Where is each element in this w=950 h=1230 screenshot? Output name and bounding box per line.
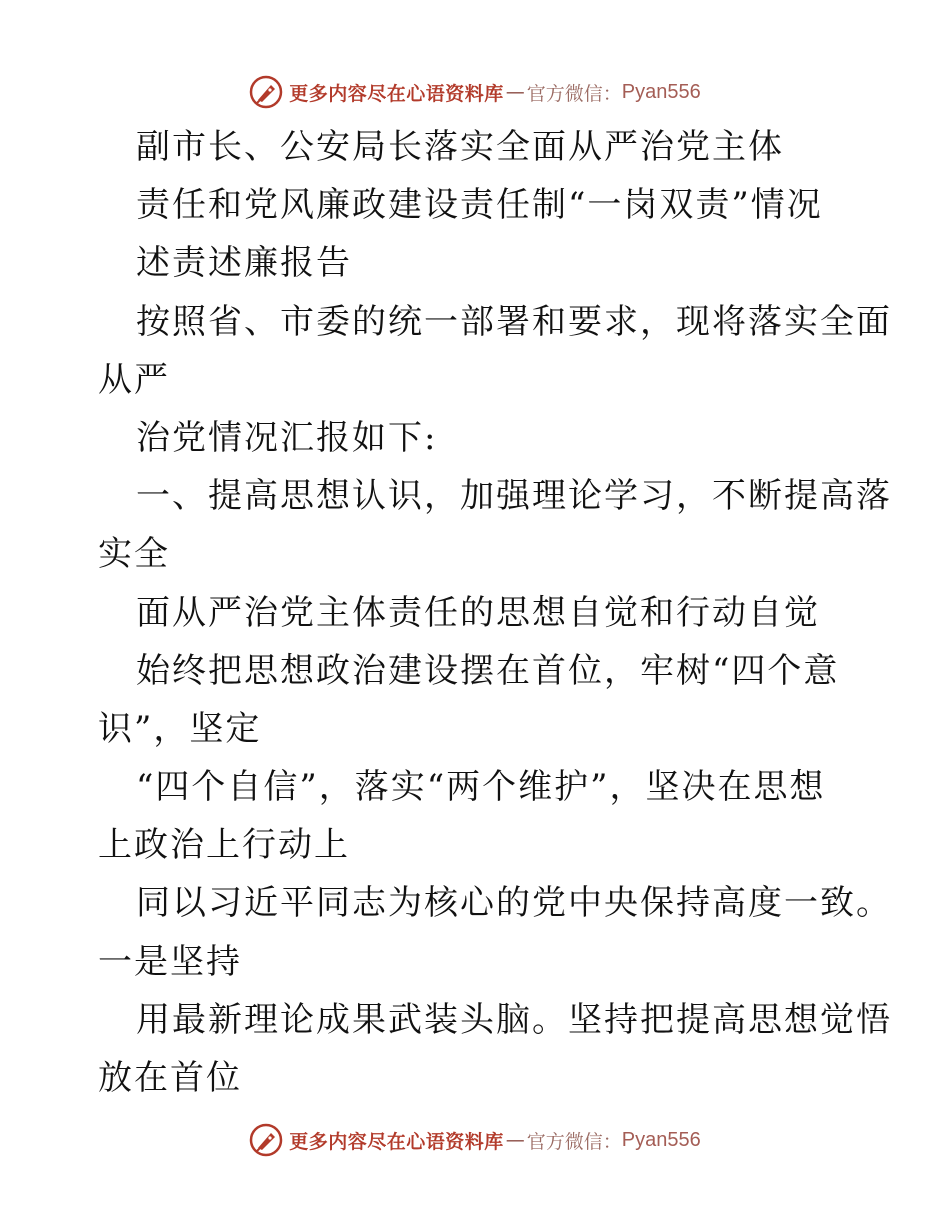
banner-main-text: 更多内容尽在心语资料库 (289, 82, 504, 105)
footer-banner (0, 1120, 950, 1160)
header-banner (0, 72, 950, 112)
banner-separator: — (505, 81, 525, 103)
banner-wechat-id: Pyan556 (621, 1128, 701, 1151)
title-line-2: 责任和党风廉政建设责任制“一岗双责”情况 (136, 185, 823, 226)
document-body (98, 118, 892, 1107)
banner-separator: — (505, 1129, 525, 1151)
paragraph-line: 一是坚持 (98, 941, 242, 982)
pen-nib-logo-icon (249, 75, 283, 109)
paragraph-line: 用最新理论成果武装头脑。坚持把提高思想觉悟 (136, 999, 892, 1040)
paragraph-line: 按照省、市委的统一部署和要求，现将落实全面 (136, 301, 892, 342)
paragraph-line: 治党情况汇报如下: (136, 417, 438, 458)
banner-wechat-label: 官方微信： (526, 1130, 622, 1153)
banner-wechat-id: Pyan556 (621, 80, 701, 103)
pen-nib-logo-icon (249, 1123, 283, 1157)
paragraph-line: 上政治上行动上 (98, 825, 350, 866)
paragraph-line: 始终把思想政治建设摆在首位，牢树“四个意 (136, 650, 840, 691)
section-heading-line: 一、提高思想认识，加强理论学习，不断提高落 (136, 476, 892, 517)
paragraph-line: “四个自信”，落实“两个维护”，坚决在思想 (136, 767, 826, 808)
paragraph-line: 同以习近平同志为核心的党中央保持高度一致。 (136, 883, 892, 924)
section-heading-line: 实全 (98, 534, 170, 575)
paragraph-line: 从严 (98, 359, 170, 400)
banner-wechat-label: 官方微信： (526, 82, 622, 105)
title-line-1: 副市长、公安局长落实全面从严治党主体 (136, 127, 784, 167)
paragraph-line: 放在首位 (98, 1058, 242, 1098)
paragraph-line: 识”，坚定 (98, 708, 262, 749)
section-heading-line: 面从严治党主体责任的思想自觉和行动自觉 (136, 592, 820, 633)
title-line-3: 述责述廉报告 (136, 243, 352, 284)
banner-main-text: 更多内容尽在心语资料库 (289, 1130, 504, 1153)
